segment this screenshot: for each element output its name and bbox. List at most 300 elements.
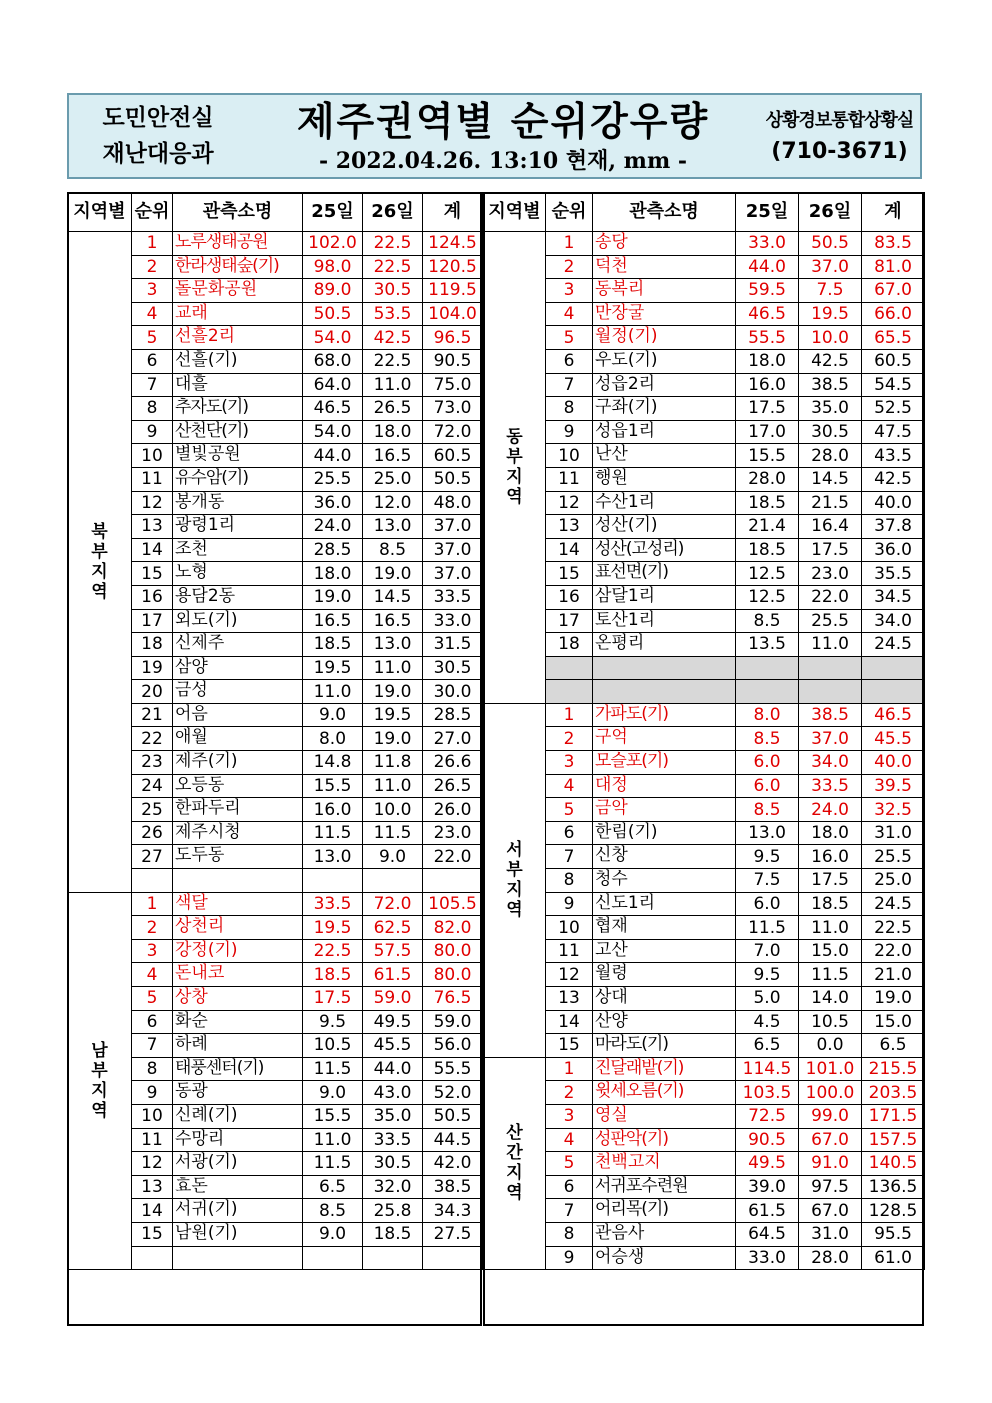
station-name-cell: [173, 680, 303, 704]
region-label-west: [484, 703, 546, 1057]
station-name: 월령: [595, 963, 628, 984]
table-row: [68, 232, 483, 256]
day25-cell: 44.0: [736, 255, 799, 279]
station-name-cell: [173, 869, 303, 893]
station-name: 산천단(기): [175, 420, 248, 441]
station-name: 마라도(기): [595, 1034, 668, 1055]
rank-cell: 13: [132, 1175, 173, 1199]
total-cell: 22.0: [862, 939, 925, 963]
table-row: [484, 1128, 925, 1152]
left-rainfall-table: [67, 192, 483, 1270]
total-cell: 42.5: [862, 467, 925, 491]
day26-cell: 28.0: [799, 1246, 862, 1270]
station-name-cell: [173, 444, 303, 468]
total-cell: 27.0: [423, 727, 483, 751]
day25-cell: 22.5: [303, 939, 363, 963]
rank-cell: 9: [546, 420, 593, 444]
station-name: 별빛공원: [175, 444, 241, 465]
day25-cell: 9.5: [303, 1010, 363, 1034]
day26-cell: 22.5: [363, 255, 423, 279]
total-cell: 72.0: [423, 420, 483, 444]
total-cell: 67.0: [862, 279, 925, 303]
total-cell: 171.5: [862, 1104, 925, 1128]
rank-cell: 2: [546, 1081, 593, 1105]
rank-cell: 4: [132, 302, 173, 326]
day26-cell: 22.5: [363, 349, 423, 373]
station-name-cell: [593, 892, 736, 916]
total-cell: [423, 1246, 483, 1270]
station-name-cell: [593, 562, 736, 586]
total-cell: 31.5: [423, 633, 483, 657]
day26-cell: 16.5: [363, 609, 423, 633]
station-name-cell: [593, 939, 736, 963]
day25-cell: 8.0: [303, 727, 363, 751]
rank-cell: 17: [546, 609, 593, 633]
day26-cell: 18.5: [799, 892, 862, 916]
total-cell: 54.5: [862, 373, 925, 397]
rank-cell: 8: [546, 397, 593, 421]
table-row: [484, 1222, 925, 1246]
day25-cell: 102.0: [303, 232, 363, 256]
station-name-cell: [173, 633, 303, 657]
station-name-cell: [593, 1104, 736, 1128]
rank-cell: 5: [132, 326, 173, 350]
day26-cell: 91.0: [799, 1152, 862, 1176]
day25-cell: 11.5: [736, 916, 799, 940]
rank-cell: 5: [546, 798, 593, 822]
total-cell: 65.5: [862, 326, 925, 350]
station-name-cell: [173, 373, 303, 397]
day25-cell: 11.0: [303, 680, 363, 704]
rank-cell: 8: [546, 1222, 593, 1246]
table-row: [484, 444, 925, 468]
day26-cell: 11.0: [363, 373, 423, 397]
region-char: 서: [506, 840, 523, 861]
total-cell: 80.0: [423, 939, 483, 963]
region-char: 부: [506, 860, 523, 881]
station-name-cell: [173, 892, 303, 916]
rank-cell: 2: [132, 916, 173, 940]
day25-cell: 11.5: [303, 1152, 363, 1176]
rank-cell: 7: [546, 373, 593, 397]
station-name-cell: [173, 845, 303, 869]
station-name-cell: [173, 939, 303, 963]
station-name-cell: [173, 420, 303, 444]
day25-cell: 59.5: [736, 279, 799, 303]
day26-cell: 32.0: [363, 1175, 423, 1199]
day26-cell: 22.5: [363, 232, 423, 256]
total-cell: 120.5: [423, 255, 483, 279]
day26-cell: 67.0: [799, 1199, 862, 1223]
rank-cell: 12: [546, 963, 593, 987]
station-name: 금악: [595, 798, 628, 819]
station-name-cell: [173, 1010, 303, 1034]
rank-cell: 4: [546, 1128, 593, 1152]
day25-cell: 72.5: [736, 1104, 799, 1128]
rank-cell: 14: [546, 1010, 593, 1034]
station-name: 천백고지: [595, 1152, 661, 1173]
table-row: [484, 1199, 925, 1223]
station-name: 청수: [595, 869, 628, 890]
rank-cell: 10: [546, 444, 593, 468]
day26-cell: 19.5: [363, 703, 423, 727]
day25-cell: 11.5: [303, 821, 363, 845]
station-name-cell: [173, 727, 303, 751]
station-name-cell: [593, 279, 736, 303]
total-cell: 25.0: [862, 869, 925, 893]
region-char: 지: [506, 1163, 523, 1184]
day25-cell: 19.0: [303, 585, 363, 609]
day26-cell: 12.0: [363, 491, 423, 515]
station-name-cell: [593, 987, 736, 1011]
station-name-cell: [593, 703, 736, 727]
total-cell: 45.5: [862, 727, 925, 751]
rank-cell: 11: [546, 467, 593, 491]
day25-cell: 89.0: [303, 279, 363, 303]
total-cell: 47.5: [862, 420, 925, 444]
station-name: 어음: [175, 703, 208, 724]
station-name: 상천리: [175, 916, 225, 937]
day26-cell: [363, 1246, 423, 1270]
station-name: 성읍1리: [595, 420, 656, 441]
day26-cell: 100.0: [799, 1081, 862, 1105]
rank-cell: 2: [132, 255, 173, 279]
table-row: [484, 467, 925, 491]
station-name: 만장굴: [595, 302, 645, 323]
station-name: 가파도(기): [595, 703, 668, 724]
total-cell: 25.5: [862, 845, 925, 869]
day25-cell: 39.0: [736, 1175, 799, 1199]
table-row: [484, 1057, 925, 1081]
station-name-cell: [593, 1010, 736, 1034]
day25-cell: 11.0: [303, 1128, 363, 1152]
rank-cell: 14: [546, 538, 593, 562]
day25-cell: 8.5: [736, 798, 799, 822]
day25-cell: 16.0: [736, 373, 799, 397]
rank-cell: 7: [546, 845, 593, 869]
table-row: [484, 916, 925, 940]
col-header-rank: 순위: [132, 193, 173, 232]
station-name-cell: [173, 1057, 303, 1081]
station-name-cell: [173, 798, 303, 822]
station-name-cell: [593, 1246, 736, 1270]
day26-cell: 0.0: [799, 1034, 862, 1058]
day25-cell: 103.5: [736, 1081, 799, 1105]
station-name-cell: [593, 420, 736, 444]
day26-cell: 72.0: [363, 892, 423, 916]
station-name: 덕천: [595, 255, 628, 276]
station-name-cell: [593, 1199, 736, 1223]
day25-cell: [736, 656, 799, 680]
day25-cell: 28.5: [303, 538, 363, 562]
station-name-cell: [593, 1128, 736, 1152]
day26-cell: 97.5: [799, 1175, 862, 1199]
station-name: 오등동: [175, 774, 225, 795]
table-row: [484, 656, 925, 680]
total-cell: 26.5: [423, 774, 483, 798]
station-name-cell: [173, 562, 303, 586]
day25-cell: [303, 1246, 363, 1270]
day25-cell: 6.0: [736, 751, 799, 775]
station-name: 선흘(기): [175, 349, 238, 370]
total-cell: 56.0: [423, 1034, 483, 1058]
station-name-cell: [593, 869, 736, 893]
station-name: 상대: [595, 987, 628, 1007]
station-name: 한림(기): [595, 821, 658, 842]
total-cell: 81.0: [862, 255, 925, 279]
station-name-cell: [593, 751, 736, 775]
rank-cell: 6: [546, 349, 593, 373]
station-name-cell: [173, 491, 303, 515]
rank-cell: 26: [132, 821, 173, 845]
day25-cell: 90.5: [736, 1128, 799, 1152]
total-cell: 96.5: [423, 326, 483, 350]
day25-cell: 36.0: [303, 491, 363, 515]
station-name: 신도1리: [595, 892, 656, 913]
rank-cell: 11: [132, 467, 173, 491]
total-cell: 39.5: [862, 774, 925, 798]
col-header-total: 계: [862, 193, 925, 232]
station-name: 월정(기): [595, 326, 658, 347]
station-name-cell: [173, 1175, 303, 1199]
station-name: 용담2동: [175, 585, 236, 606]
day25-cell: 16.5: [303, 609, 363, 633]
total-cell: 128.5: [862, 1199, 925, 1223]
station-name-cell: [593, 633, 736, 657]
station-name-cell: [593, 680, 736, 704]
total-cell: 55.5: [423, 1057, 483, 1081]
station-name-cell: [593, 467, 736, 491]
day26-cell: 14.5: [799, 467, 862, 491]
rank-cell: 4: [546, 302, 593, 326]
day25-cell: 8.0: [736, 703, 799, 727]
station-name: 고산: [595, 939, 628, 960]
day26-cell: [799, 680, 862, 704]
station-name-cell: [173, 1199, 303, 1223]
total-cell: 140.5: [862, 1152, 925, 1176]
station-name: 추자도(기): [175, 397, 248, 418]
station-name-cell: [593, 515, 736, 539]
table-row: [484, 1104, 925, 1128]
table-row: [484, 845, 925, 869]
rank-cell: 14: [132, 538, 173, 562]
total-cell: 95.5: [862, 1222, 925, 1246]
rank-cell: 15: [132, 562, 173, 586]
day25-cell: 12.5: [736, 585, 799, 609]
station-name-cell: [593, 302, 736, 326]
station-name: 돈내코: [175, 963, 225, 984]
table-row: [484, 1246, 925, 1270]
day25-cell: [303, 869, 363, 893]
total-cell: 50.5: [423, 1104, 483, 1128]
day26-cell: 10.5: [799, 1010, 862, 1034]
station-name-cell: [173, 656, 303, 680]
day25-cell: 11.5: [303, 1057, 363, 1081]
day25-cell: 9.0: [303, 1222, 363, 1246]
rank-cell: 19: [132, 656, 173, 680]
day25-cell: 17.5: [303, 987, 363, 1011]
rank-cell: 13: [546, 515, 593, 539]
day26-cell: 101.0: [799, 1057, 862, 1081]
table-row: [484, 538, 925, 562]
rank-cell: 15: [546, 562, 593, 586]
table-row: [484, 1175, 925, 1199]
table-row: [484, 420, 925, 444]
rank-cell: 12: [132, 491, 173, 515]
region-char: 역: [91, 581, 108, 602]
station-name: 행원: [595, 467, 628, 488]
day26-cell: 31.0: [799, 1222, 862, 1246]
total-cell: 27.5: [423, 1222, 483, 1246]
total-cell: 119.5: [423, 279, 483, 303]
table-row: [484, 609, 925, 633]
station-name-cell: [593, 821, 736, 845]
station-name-cell: [173, 1081, 303, 1105]
station-name-cell: [593, 349, 736, 373]
rank-cell: 8: [132, 397, 173, 421]
rank-cell: 7: [132, 1034, 173, 1058]
day25-cell: 4.5: [736, 1010, 799, 1034]
report-title: 제주권역별 순위강우량: [296, 100, 710, 145]
rank-cell: 10: [132, 444, 173, 468]
day25-cell: 15.5: [303, 1104, 363, 1128]
region-char: 지: [506, 467, 523, 488]
day25-cell: 33.0: [736, 1246, 799, 1270]
day26-cell: 11.5: [363, 821, 423, 845]
total-cell: 66.0: [862, 302, 925, 326]
day26-cell: 11.0: [363, 774, 423, 798]
rank-cell: 3: [132, 939, 173, 963]
day25-cell: 64.0: [303, 373, 363, 397]
day26-cell: 42.5: [363, 326, 423, 350]
station-name: 한파두리: [175, 798, 241, 819]
day26-cell: 44.0: [363, 1057, 423, 1081]
rank-cell: 11: [546, 939, 593, 963]
rank-cell: 3: [546, 279, 593, 303]
rank-cell: 14: [132, 1199, 173, 1223]
station-name: 서귀(기): [175, 1199, 238, 1220]
total-cell: 59.0: [423, 1010, 483, 1034]
day25-cell: 19.5: [303, 656, 363, 680]
day26-cell: 18.0: [799, 821, 862, 845]
station-name-cell: [593, 491, 736, 515]
day26-cell: 11.0: [799, 633, 862, 657]
day25-cell: 55.5: [736, 326, 799, 350]
day25-cell: 46.5: [736, 302, 799, 326]
table-row: [484, 302, 925, 326]
day26-cell: 19.5: [799, 302, 862, 326]
day25-cell: 50.5: [303, 302, 363, 326]
total-cell: [862, 680, 925, 704]
total-cell: 6.5: [862, 1034, 925, 1058]
station-name: 제주시청: [175, 821, 241, 842]
total-cell: 37.0: [423, 515, 483, 539]
total-cell: 157.5: [862, 1128, 925, 1152]
region-char: 역: [91, 1100, 108, 1121]
station-name: 토산1리: [595, 609, 656, 630]
rank-cell: 7: [132, 373, 173, 397]
day26-cell: 11.8: [363, 751, 423, 775]
total-cell: 23.0: [423, 821, 483, 845]
day25-cell: 61.5: [736, 1199, 799, 1223]
total-cell: 90.5: [423, 349, 483, 373]
rank-cell: 12: [546, 491, 593, 515]
station-name: 제주(기): [175, 751, 238, 772]
station-name-cell: [593, 585, 736, 609]
rank-cell: 10: [132, 1104, 173, 1128]
region-char: 부: [506, 447, 523, 468]
report-header: [67, 93, 922, 179]
rank-cell: 1: [132, 892, 173, 916]
rank-cell: 5: [132, 987, 173, 1011]
region-char: 북: [91, 521, 108, 542]
total-cell: 105.5: [423, 892, 483, 916]
day26-cell: 67.0: [799, 1128, 862, 1152]
station-name: 선흘2리: [175, 326, 236, 347]
region-char: 남: [91, 1040, 108, 1061]
total-cell: 34.0: [862, 609, 925, 633]
total-cell: 31.0: [862, 821, 925, 845]
day26-cell: 14.0: [799, 987, 862, 1011]
day26-cell: [799, 656, 862, 680]
day25-cell: 64.5: [736, 1222, 799, 1246]
station-name: 산양: [595, 1010, 628, 1031]
station-name: 광령1리: [175, 515, 236, 536]
table-row: [68, 892, 483, 916]
station-name-cell: [173, 232, 303, 256]
day26-cell: 25.5: [799, 609, 862, 633]
station-name-cell: [593, 1034, 736, 1058]
station-name-cell: [173, 774, 303, 798]
station-name: 영실: [595, 1104, 628, 1125]
day25-cell: 6.5: [736, 1034, 799, 1058]
table-row: [484, 491, 925, 515]
total-cell: 76.5: [423, 987, 483, 1011]
rank-cell: 25: [132, 798, 173, 822]
day25-cell: [736, 680, 799, 704]
station-name: 서광(기): [175, 1152, 238, 1173]
table-row: [484, 373, 925, 397]
day26-cell: [363, 869, 423, 893]
table-row: [484, 680, 925, 704]
day25-cell: 13.5: [736, 633, 799, 657]
day25-cell: 46.5: [303, 397, 363, 421]
day26-cell: 99.0: [799, 1104, 862, 1128]
station-name: 교래: [175, 302, 208, 323]
station-name-cell: [593, 845, 736, 869]
day26-cell: 49.5: [363, 1010, 423, 1034]
table-row: [484, 255, 925, 279]
right-rainfall-table: [483, 192, 925, 1270]
station-name-cell: [593, 727, 736, 751]
day26-cell: 43.0: [363, 1081, 423, 1105]
day25-cell: 18.5: [736, 491, 799, 515]
total-cell: 203.5: [862, 1081, 925, 1105]
station-name-cell: [593, 232, 736, 256]
station-name-cell: [173, 326, 303, 350]
total-cell: 60.5: [862, 349, 925, 373]
day25-cell: 15.5: [303, 774, 363, 798]
day25-cell: 6.0: [736, 774, 799, 798]
rank-cell: 1: [546, 232, 593, 256]
col-header-day25: 25일: [736, 193, 799, 232]
total-cell: [423, 869, 483, 893]
day25-cell: 21.4: [736, 515, 799, 539]
total-cell: 83.5: [862, 232, 925, 256]
station-name-cell: [173, 1222, 303, 1246]
total-cell: 44.5: [423, 1128, 483, 1152]
station-name: 성읍2리: [595, 373, 656, 394]
